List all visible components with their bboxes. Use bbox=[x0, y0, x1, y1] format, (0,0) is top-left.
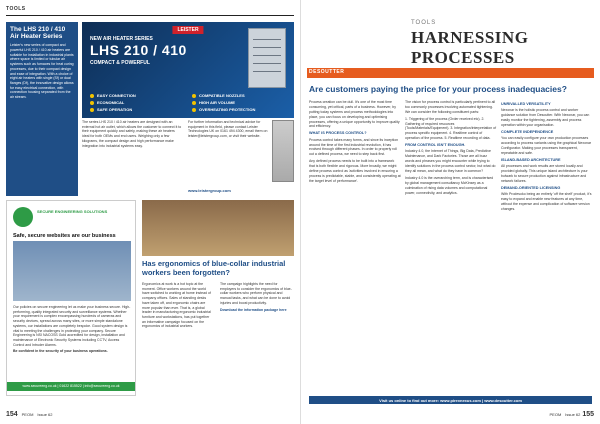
lhs-body: Leister's new series of compact and powerful LHS 210 / 410 air heaters are suitable for installation in industrial plants where space is limited or tubular air systems such as furnaces for heat curing processes, due to their compact design and ease of integration. With a choice of eight air heaters with single (Sf) or dual flanges (Df), the innovative design allows for easy electrical connection, with connection housing separated from the air stream. bbox=[10, 43, 74, 100]
brand-logo: LEISTER bbox=[172, 26, 203, 34]
feature-icon bbox=[192, 101, 196, 105]
section-heading: WHAT IS PROCESS CONTROL? bbox=[309, 131, 367, 136]
article-column-3 bbox=[501, 100, 593, 214]
feature-item: HIGH AIR VOLUME bbox=[192, 100, 286, 105]
heater-ad-tagline: COMPACT & POWERFUL bbox=[90, 60, 150, 66]
lhs-title: The LHS 210 / 410 Air Heater Series bbox=[10, 26, 66, 41]
right-page bbox=[300, 0, 600, 424]
secure-contact[interactable]: www.secureeng.co.uk | 01622 815522 | info@secureeng.co.uk bbox=[7, 382, 135, 391]
feature-item: OVERHEATING PROTECTION bbox=[192, 107, 286, 112]
article-column-1 bbox=[309, 100, 401, 186]
heater-photo bbox=[272, 120, 294, 182]
heater-ad-subtitle: NEW AIR HEATER SERIES bbox=[90, 36, 153, 42]
magazine-name: PEOM bbox=[21, 412, 34, 417]
paragraph: Process control takes many forms, and since its inception around the time of the first industrial revolution, it has evolved through different phases. In order to properly roll out a defined process, we need to step back first. bbox=[309, 137, 399, 157]
issue-number: Issue 62 bbox=[565, 412, 581, 417]
article-headline: Are customers paying the price for your process inadequacies? bbox=[309, 84, 567, 94]
section-tag: TOOLS bbox=[6, 6, 26, 12]
ergo-article-title: Has ergonomics of blue-collar industrial workers been forgotten? bbox=[142, 259, 286, 277]
paragraph: Industry 4.0 is the overarching term, and is characterised by global management consultancy McKinsey as a culmination of rising data volumes and computational power, connectivity, and analytics. bbox=[405, 175, 494, 195]
paragraph: All processes and work results are stored locally and provided globally. This unique island architecture is your bulwark to secure production against infrastructure and network failures. bbox=[501, 164, 588, 183]
article-column-2 bbox=[405, 100, 497, 197]
section-tag: TOOLS bbox=[411, 20, 437, 26]
paragraph: Nexonar is the holistic process control and worker guidance solution from Desoutter. With Nexonar, you can easily monitor the tightening, assembly and process operation within your organisation. bbox=[501, 108, 590, 127]
right-page-footer bbox=[548, 411, 595, 418]
workers-photo bbox=[142, 200, 294, 256]
page-title: HARNESSING PROCESSES bbox=[411, 28, 529, 67]
lhs-intro-box bbox=[6, 22, 78, 196]
secure-logo-icon bbox=[13, 207, 33, 227]
feature-icon bbox=[90, 94, 94, 98]
lhs-website-link[interactable]: www.leistergroup.com bbox=[188, 188, 231, 193]
lhs-mid-text: The series LHS 210 / 410 air heaters are designed with an external hot air outlet, which allows the customer to connect it to their equipment quickly and safely, making these air heaters ideal for both OEMs and end users. Weighing only a few kilograms, the compact design and high performance make integration into industrial systems easy. bbox=[82, 120, 182, 148]
page-number: 154 bbox=[6, 411, 18, 418]
feature-icon bbox=[192, 94, 196, 98]
lhs-right-text: For further information and technical advice for equipment in this field, please contact Leister Technologies UK on 0161 494 4300, email them on leister@leistergroup.com, or visit their website. bbox=[188, 120, 268, 139]
feature-icon bbox=[90, 101, 94, 105]
section-heading: DEMAND-ORIENTED LICENSING bbox=[501, 185, 561, 190]
feature-item: EASY CONNECTION bbox=[90, 93, 184, 98]
left-page-footer bbox=[6, 411, 53, 418]
section-heading: ISLAND-BASED ARCHITECTURE bbox=[501, 157, 561, 162]
secure-company-name: SECURE ENGINEERING SOLUTIONS bbox=[37, 209, 108, 214]
page-number: 155 bbox=[582, 411, 594, 418]
secure-body: Our policies on secure engineering let us make your business secure. High-performing, quality integrated security and surveillance systems. Whether your requirement is complex encompassing hundreds of cameras and security devices, spread across many sites, or more simple standalone systems, our installations are completely bespoke. Good system design is vital to meeting the challenges in protecting your company. Secure Engineering is NSI NACOSS Gold accredited for design, installation and maintenance of Electronic Security Systems including CCTV, Access Control and Intruder Alarms. Be confident in the security of your business operations. bbox=[13, 305, 131, 354]
visit-link[interactable]: Visit us online to find out more: www.pirexnexus.com | www.desoutter.com bbox=[309, 396, 592, 404]
paragraph: Any defined process needs to be built into a framework that is both flexible and rigorous. More broadly, we might define process control as 'activities involved in ensuring a process is predictable, stable, and consistently operating at the target level of performance'. bbox=[309, 159, 401, 183]
ergo-col-2: The campaign highlights the need for employers to consider the ergonomics of blue-collar workers who perform physical and manual tasks, and what can be done to avoid injuries and boost productivity. Download the information package here bbox=[220, 282, 292, 312]
feature-icon bbox=[192, 108, 196, 112]
feature-list bbox=[90, 93, 286, 112]
category-band bbox=[307, 68, 594, 78]
category-label: DESOUTTER bbox=[309, 69, 345, 75]
section-heading: UNRIVALLED VERSATILITY bbox=[501, 102, 551, 106]
heater-ad-model: LHS 210 / 410 bbox=[90, 42, 187, 58]
secure-heading: Safe, secure websites are our business bbox=[13, 233, 116, 239]
paragraph: Process creation can be dull. It's one of the most time consuming, yet critical, parts of a business. However, by putting today systems and process methodologies into place, you can focus on developing and optimising processes, offering a unique opportunity to improve quality and efficiency. bbox=[309, 100, 400, 129]
ergo-col-1: Ergonomics at work is a hot topic at the moment. Office workers around the world have switched to working at home instead of company offices. Sales of standing desks have taken off, and ergonomic chairs are more popular than ever. That is, a global leader in manufacturing ergonomic industrial furniture and workstations, has put together an informative campaign focused on the ergonomics of industrial workers. bbox=[142, 282, 211, 329]
section-heading: COMPLETE INDEPENDENCE bbox=[501, 129, 554, 134]
issue-number: Issue 62 bbox=[37, 412, 53, 417]
feature-item: COMPATIBLE NOZZLES bbox=[192, 93, 286, 98]
heater-advert[interactable] bbox=[82, 22, 294, 118]
secure-tagline: Be confident in the security of your business operations. bbox=[13, 349, 108, 354]
paragraph: With Prodesoko being an entirely 'off the shelf' product, it's easy to expand and enable new features at any time, without the expense and complication of software version changes. bbox=[501, 191, 592, 211]
secure-photo bbox=[13, 241, 131, 301]
paragraph: Industry 4.0, the Internet of Things, Big Data, Predictive Maintenance, and Dark Factories. Those are all buzz words and phrases you might encounter while trying to identify solutions in the process control sector, but what do they all mean, and what do they have in common? bbox=[405, 149, 496, 173]
feature-icon bbox=[90, 108, 94, 112]
section-heading: FROM CONTROL ISN'T ENOUGH. bbox=[405, 143, 466, 148]
paragraph: 1. Triggering of the process (Order received etc). 2. Gathering of required resources (Tools/Materials/Equipment). 3. Integration/interpretation of process specific equipment. 4. Realtime control of operation of the process. 5. Realtime recording of data. bbox=[405, 116, 497, 141]
feature-item: ECONOMICAL bbox=[90, 100, 184, 105]
paragraph: You can easily configure your own production processes according to process variants using the graphical Nexonar Configurator. Making your processes transparent, repeatable and safe. bbox=[501, 136, 592, 155]
secure-engineering-advert[interactable] bbox=[6, 200, 136, 396]
top-rule bbox=[6, 15, 294, 16]
paragraph: The vision for process control is particularly pertinent to all too commonly processes involving automated tightening. We can consider the following constituent parts: bbox=[405, 100, 496, 114]
download-link[interactable]: Download the information package here bbox=[220, 307, 287, 312]
magazine-name: PEOM bbox=[549, 412, 562, 417]
feature-item: SAFE OPERATION bbox=[90, 107, 184, 112]
heater-product-image bbox=[248, 28, 286, 88]
